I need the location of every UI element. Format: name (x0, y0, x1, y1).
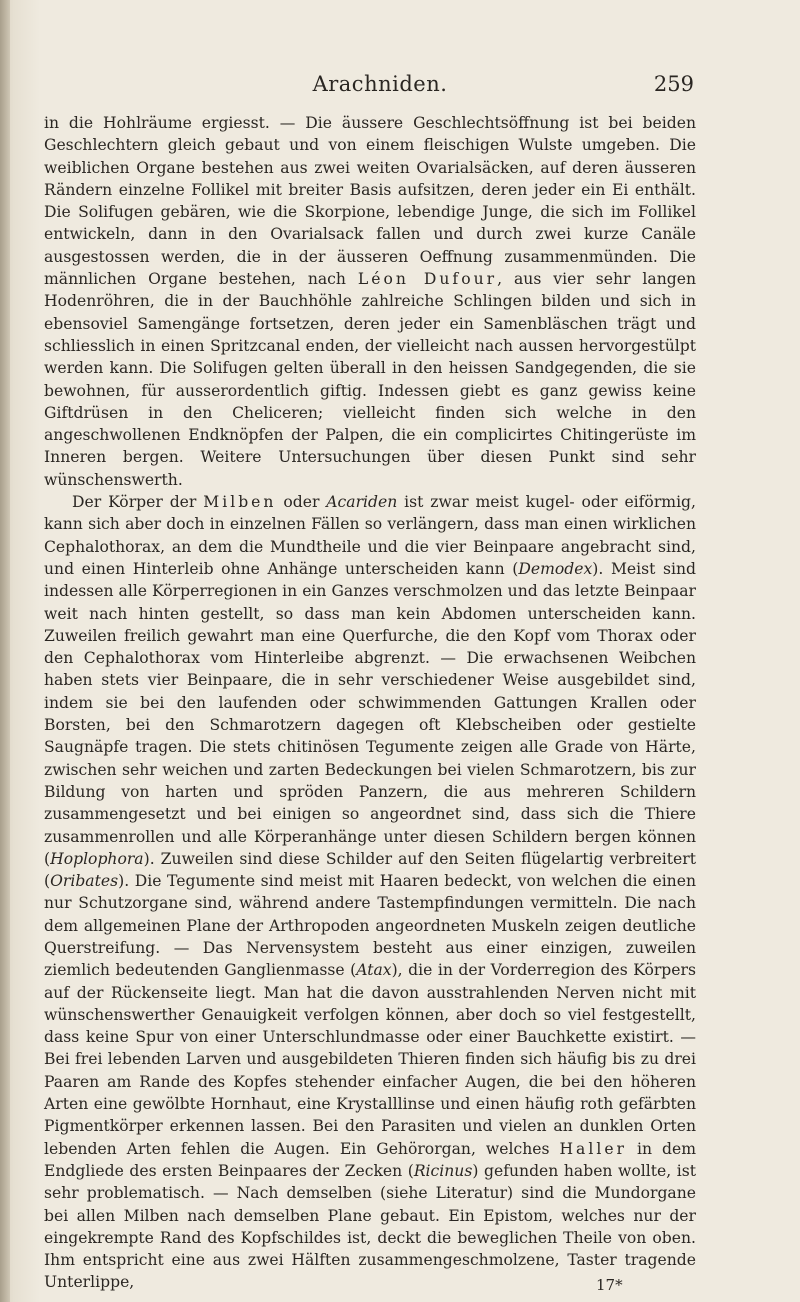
text-run: Der Körper der (72, 493, 204, 512)
spaced-name: Haller (559, 1139, 628, 1158)
spaced-name: Milben (203, 493, 277, 512)
italic-term: Atax (356, 961, 392, 980)
signature-mark: 17* (596, 1276, 623, 1294)
text-run: ), die in der Vorderregion des Körpers auf der Rückenseite liegt. Man hat die davon ausstrahlenden Nerven nicht mit wünschenswerther Genauigkeit verfolgen können, aber doch so viel festgestellt, dass keine Spur von einer Unterschlundmasse oder einer Bauchkette existirt. — Bei frei lebenden Larven und ausgebildeten Thieren finden sich häufig bis zu drei Paaren am Rande des Kopfes stehender einfacher Augen, die bei den höheren Arten eine gewölbte Hornhaut, eine Krystalllinse und einen häufig roth gefärbten Pigmentkörper erkennen lassen. Bei den Parasiten und vielen an dunklen Orten lebenden Arten fehlen die Augen. Ein Gehörorgan, welches (44, 961, 696, 1158)
text-run: in die Hohlräume ergiesst. — Die äussere Geschlechtsöffnung ist bei beiden Geschlechtern gleich gebaut und von einem fleischigen Wulste umgeben. Die weiblichen Organe bestehen aus zwei weiten Ovarialsäcken, auf deren äusseren Rändern einzelne Follikel mit breiter Basis aufsitzen, deren jeder ein Ei enthält. Die Solifugen gebären, wie die Skorpione, lebendige Junge, die sich im Follikel entwickeln, dann in den Ovarialsack fallen und durch zwei kurze Canäle ausgestossen werden, die in der äusseren Oeffnung zusammenmünden. Die männlichen Organe bestehen, nach (44, 114, 696, 289)
italic-term: Demodex (518, 559, 593, 578)
paragraph (44, 491, 696, 1294)
running-title: Arachniden. (312, 72, 448, 96)
text-run: ). Meist sind indessen alle Körperregionen in ein Ganzes verschmolzen und das letzte Beinpaar weit nach hinten gestellt, so dass man kein Abdomen unterscheiden kann. Zuweilen freilich gewahrt man eine Querfurche, die den Kopf vom Thorax oder den Cephalothorax vom Hinterleibe abgrenzt. — Die erwachsenen Weibchen haben stets vier Beinpaare, die in sehr verschiedener Weise ausgebildet sind, indem sie bei den laufenden oder schwimmenden Gattungen Krallen oder Borsten, bei den Schmarotzern dagegen oft Klebscheiben oder gestielte Saugnäpfe tragen. Die stets chitinösen Tegumente zeigen alle Grade von Härte, zwischen sehr weichen und zarten Bedeckungen bei vielen Schmarotzern, bis zur Bildung von harten und spröden Panzern, die aus mehreren Schildern zusammengesetzt und bei einigen so angeordnet sind, dass sich die Thiere zusammenrollen und alle Körperanhänge unter diesen Schildern bergen können ( (44, 559, 697, 868)
italic-term: Oribates (50, 872, 119, 891)
text-run: ). Die Tegumente sind meist mit Haaren bedeckt, von welchen die einen nur Schutzorgane sind, während andere Tastempfindungen vermitteln. Die nach dem allgemeinen Plane der Arthropoden angeordneten Muskeln zeigen deutliche Querstreifung. — Das Nervensystem besteht aus einer einzigen, zuweilen ziemlich bedeutenden Ganglienmasse ( (44, 872, 696, 980)
page-header (70, 72, 694, 102)
text-run: ist zwar meist kugel- oder eiförmig, kann sich aber doch in einzelnen Fällen so verlängern, dass man einen wirklichen Cephalothorax, an dem die Mundtheile und die vier Beinpaare angebracht sind, und einen Hinterleib ohne Anhänge unterscheiden kann ( (44, 493, 696, 578)
text-run: ) gefunden haben wollte, ist sehr problematisch. — Nach demselben (siehe Literatur) sind die Mundorgane bei allen Milben nach demselben Plane gebaut. Ein Epistom, welches nur der eingekrempte Rand des Kopfschildes ist, deckt die beweglichen Theile von oben. Ihm entspricht eine aus zwei Hälften zusammengeschmolzene, Taster tragende Unterlippe, (44, 1161, 696, 1292)
text-run: , aus vier sehr langen Hodenröhren, die in der Bauchhöhle zahlreiche Schlingen bilden und sich in ebensoviel Samengänge fortsetzen, deren jeder ein Samenbläschen trägt und schliesslich in einen Spritzcanal enden, der vielleicht nach aussen hervorgestülpt werden kann. Die Solifugen gelten überall in den heissen Sandgegenden, die sie bewohnen, für ausserordentlich giftig. Indessen giebt es ganz gewiss keine Giftdrüsen in den Cheliceren; vielleicht finden sich welche in den angeschwollenen Endknöpfen der Palpen, die ein complicirtes Chitingerüste im Inneren bergen. Weitere Untersuchungen über diesen Punkt sind sehr wünschenswerth. (44, 270, 697, 489)
body-text (44, 112, 696, 1294)
text-run: in dem Endgliede des ersten Beinpaares der Zecken ( (44, 1139, 696, 1180)
italic-term: Hoplophora (50, 849, 144, 868)
page-binding-edge (0, 0, 10, 1302)
italic-term: Ricinus (413, 1161, 473, 1180)
italic-term: Acariden (326, 493, 398, 512)
text-run: ). Zuweilen sind diese Schilder auf den Seiten flügelartig verbreitert ( (44, 849, 696, 891)
page-number: 259 (653, 72, 694, 96)
spaced-name: Léon Dufour (357, 270, 498, 289)
text-run: oder (276, 493, 327, 512)
paragraph (44, 112, 696, 491)
